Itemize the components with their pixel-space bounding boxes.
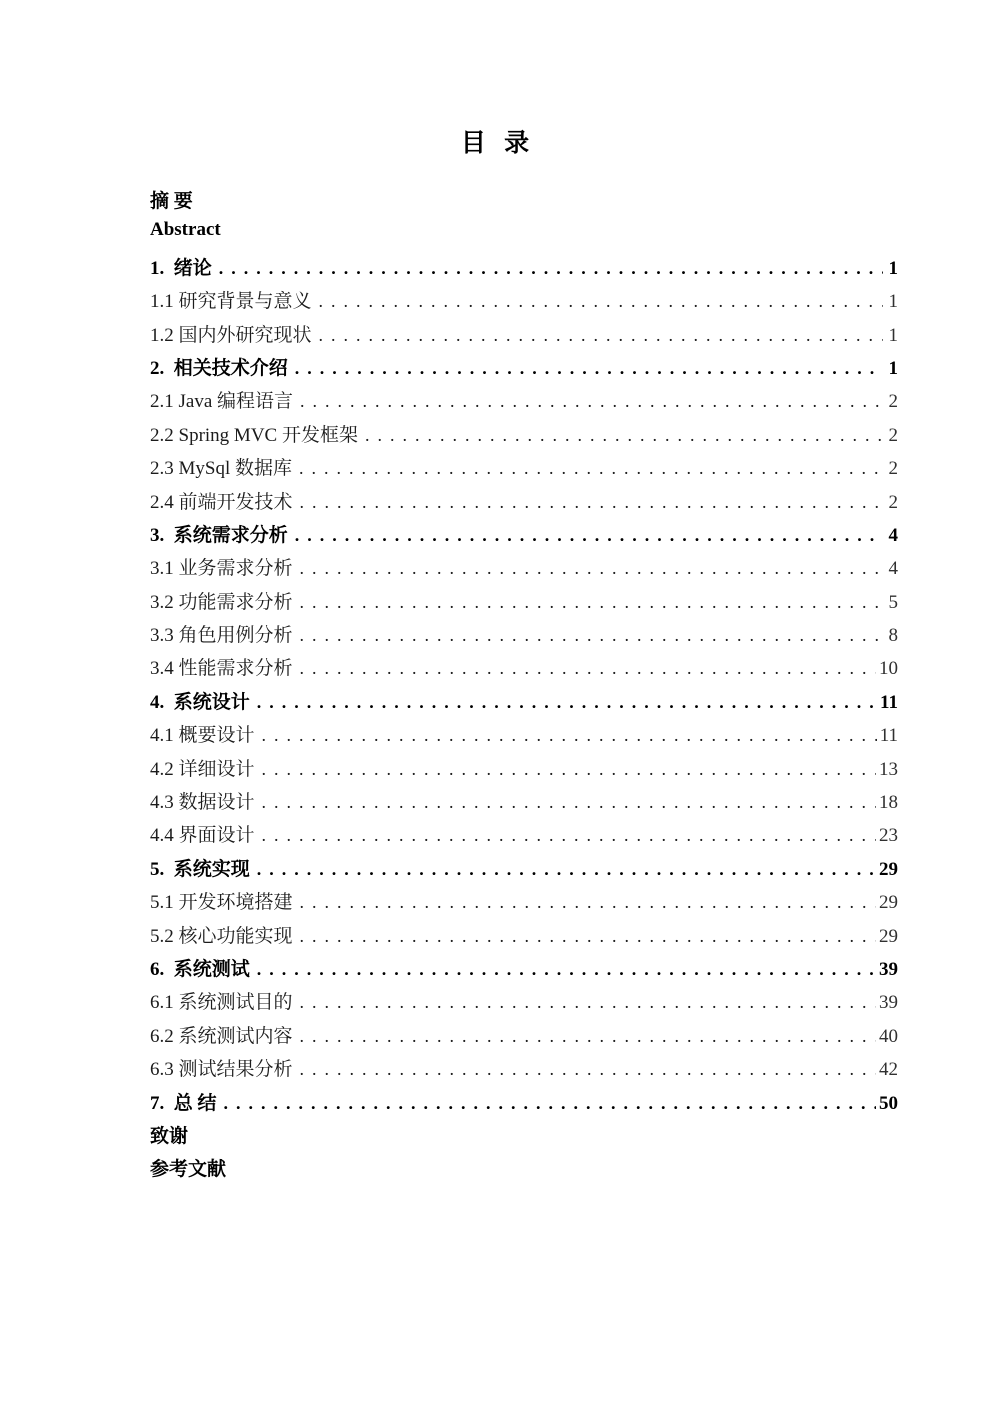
- toc-dot-leader: [319, 325, 883, 347]
- toc-entry-page: 39: [879, 992, 898, 1014]
- toc-entry[interactable]: [150, 1054, 898, 1087]
- toc-entry[interactable]: [150, 1021, 898, 1054]
- toc-entry[interactable]: [150, 587, 898, 620]
- toc-entry-label: 2.1 Java 编程语言: [150, 391, 294, 413]
- toc-entry-label: 致谢: [150, 1125, 189, 1147]
- toc-entry[interactable]: [150, 1088, 898, 1121]
- toc-dot-leader: [300, 391, 883, 413]
- toc-dot-leader: [300, 492, 883, 514]
- toc-dot-leader: [299, 458, 883, 480]
- toc-entry[interactable]: [150, 854, 898, 887]
- toc-entry-page: 29: [879, 925, 898, 947]
- toc-dot-leader: [319, 291, 883, 313]
- toc-entry-label: 5.2 核心功能实现: [150, 925, 293, 947]
- toc-entry[interactable]: [150, 1154, 898, 1187]
- toc-entry-label: 4.4 界面设计: [150, 825, 255, 847]
- toc-entry-page: 10: [879, 658, 898, 680]
- toc-entry-page: 1: [888, 324, 898, 346]
- toc-entry[interactable]: [150, 887, 898, 920]
- toc-entry[interactable]: [150, 286, 898, 319]
- toc-entry[interactable]: [150, 553, 898, 586]
- toc-dot-leader: [300, 892, 876, 914]
- toc-entry-page: 4: [888, 558, 898, 580]
- toc-dot-leader: [300, 625, 883, 647]
- toc-entry[interactable]: [150, 820, 898, 853]
- toc-entry-label: 6.2 系统测试内容: [150, 1025, 293, 1047]
- toc-entry-label: 3.4 性能需求分析: [150, 658, 293, 680]
- toc-entry-label: 1. 绪论: [150, 257, 212, 279]
- toc-entry[interactable]: [150, 921, 898, 954]
- toc-entry-page: 29: [879, 892, 898, 914]
- toc-dot-leader: [365, 425, 883, 447]
- toc-entry-page: 13: [879, 758, 898, 780]
- toc-entry[interactable]: [150, 987, 898, 1020]
- toc-dot-leader: [300, 992, 876, 1014]
- toc-entry-page: 50: [879, 1092, 898, 1114]
- toc-entry[interactable]: [150, 954, 898, 987]
- toc-dot-leader: [300, 658, 876, 680]
- toc-entry[interactable]: [150, 253, 898, 286]
- toc-entry-label: 4.2 详细设计: [150, 758, 255, 780]
- toc-entry-label: 2.3 MySql 数据库: [150, 458, 292, 480]
- toc-entry[interactable]: [150, 754, 898, 787]
- toc-entry[interactable]: [150, 487, 898, 520]
- toc-entry-page: 11: [880, 691, 898, 713]
- page-title: 目 录: [460, 130, 531, 157]
- toc-entry[interactable]: [150, 420, 898, 453]
- toc-entry[interactable]: [150, 720, 898, 753]
- toc-entry-label: Abstract: [150, 219, 221, 241]
- toc-entry-label: 4.3 数据设计: [150, 792, 255, 814]
- toc-entry-label: 摘 要: [150, 191, 193, 212]
- toc-dot-leader: [262, 825, 876, 847]
- toc-entry-page: 1: [888, 357, 898, 379]
- toc-dot-leader: [262, 792, 876, 814]
- toc-dot-leader: [300, 1026, 876, 1048]
- toc-dot-leader: [300, 1059, 876, 1081]
- toc-dot-leader: [262, 725, 877, 747]
- toc-entry-page: 29: [879, 858, 898, 880]
- toc-entry[interactable]: [150, 687, 898, 720]
- toc-entry-label: 2.4 前端开发技术: [150, 491, 293, 513]
- toc-entry-label: 6.3 测试结果分析: [150, 1059, 293, 1081]
- toc-list: [150, 186, 898, 1188]
- toc-entry[interactable]: [150, 520, 898, 553]
- toc-entry-page: 40: [879, 1025, 898, 1047]
- toc-entry-page: 18: [879, 792, 898, 814]
- toc-entry-label: 3. 系统需求分析: [150, 524, 288, 546]
- toc-entry-label: 1.2 国内外研究现状: [150, 324, 312, 346]
- toc-entry-page: 42: [879, 1059, 898, 1081]
- toc-entry-label: 4.1 概要设计: [150, 725, 255, 747]
- toc-entry-label: 3.3 角色用例分析: [150, 625, 293, 647]
- toc-dot-leader: [300, 926, 876, 948]
- toc-entry-label: 1.1 研究背景与意义: [150, 291, 312, 313]
- toc-dot-leader: [300, 558, 883, 580]
- toc-dot-leader: [219, 258, 883, 280]
- toc-entry-label: 5.1 开发环境搭建: [150, 892, 293, 914]
- toc-entry-page: 2: [888, 458, 898, 480]
- toc-entry[interactable]: [150, 186, 898, 219]
- toc-entry-page: 5: [888, 591, 898, 613]
- toc-entry-page: 39: [879, 958, 898, 980]
- toc-entry-page: 8: [888, 625, 898, 647]
- toc-entry-page: 2: [888, 491, 898, 513]
- toc-dot-leader: [257, 859, 876, 881]
- toc-entry-label: 6. 系统测试: [150, 958, 250, 980]
- toc-dot-leader: [295, 525, 883, 547]
- toc-dot-leader: [262, 759, 876, 781]
- toc-entry-label: 7. 总 结: [150, 1092, 217, 1114]
- toc-entry[interactable]: [150, 653, 898, 686]
- toc-dot-leader: [295, 358, 883, 380]
- toc-entry[interactable]: [150, 386, 898, 419]
- toc-entry-page: 1: [888, 291, 898, 313]
- toc-dot-leader: [300, 592, 883, 614]
- toc-entry[interactable]: [150, 219, 898, 252]
- toc-entry-label: 4. 系统设计: [150, 691, 250, 713]
- toc-entry[interactable]: [150, 353, 898, 386]
- toc-entry-page: 2: [888, 424, 898, 446]
- toc-dot-leader: [257, 959, 876, 981]
- toc-entry[interactable]: [150, 787, 898, 820]
- toc-entry-page: 23: [879, 825, 898, 847]
- toc-dot-leader: [224, 1093, 876, 1115]
- toc-entry-label: 2. 相关技术介绍: [150, 357, 288, 379]
- toc-entry-label: 3.2 功能需求分析: [150, 591, 293, 613]
- toc-entry-label: 参考文献: [150, 1159, 227, 1181]
- toc-entry-label: 3.1 业务需求分析: [150, 558, 293, 580]
- toc-entry-label: 6.1 系统测试目的: [150, 992, 293, 1014]
- toc-entry[interactable]: [150, 1121, 898, 1154]
- toc-entry[interactable]: [150, 320, 898, 353]
- toc-entry-page: 2: [888, 391, 898, 413]
- toc-dot-leader: [257, 692, 877, 714]
- toc-entry[interactable]: [150, 620, 898, 653]
- toc-entry-label: 5. 系统实现: [150, 858, 250, 880]
- toc-entry-page: 4: [888, 524, 898, 546]
- toc-entry-label: 2.2 Spring MVC 开发框架: [150, 424, 358, 446]
- toc-entry[interactable]: [150, 453, 898, 486]
- toc-entry-page: 11: [879, 725, 898, 747]
- toc-entry-page: 1: [888, 257, 898, 279]
